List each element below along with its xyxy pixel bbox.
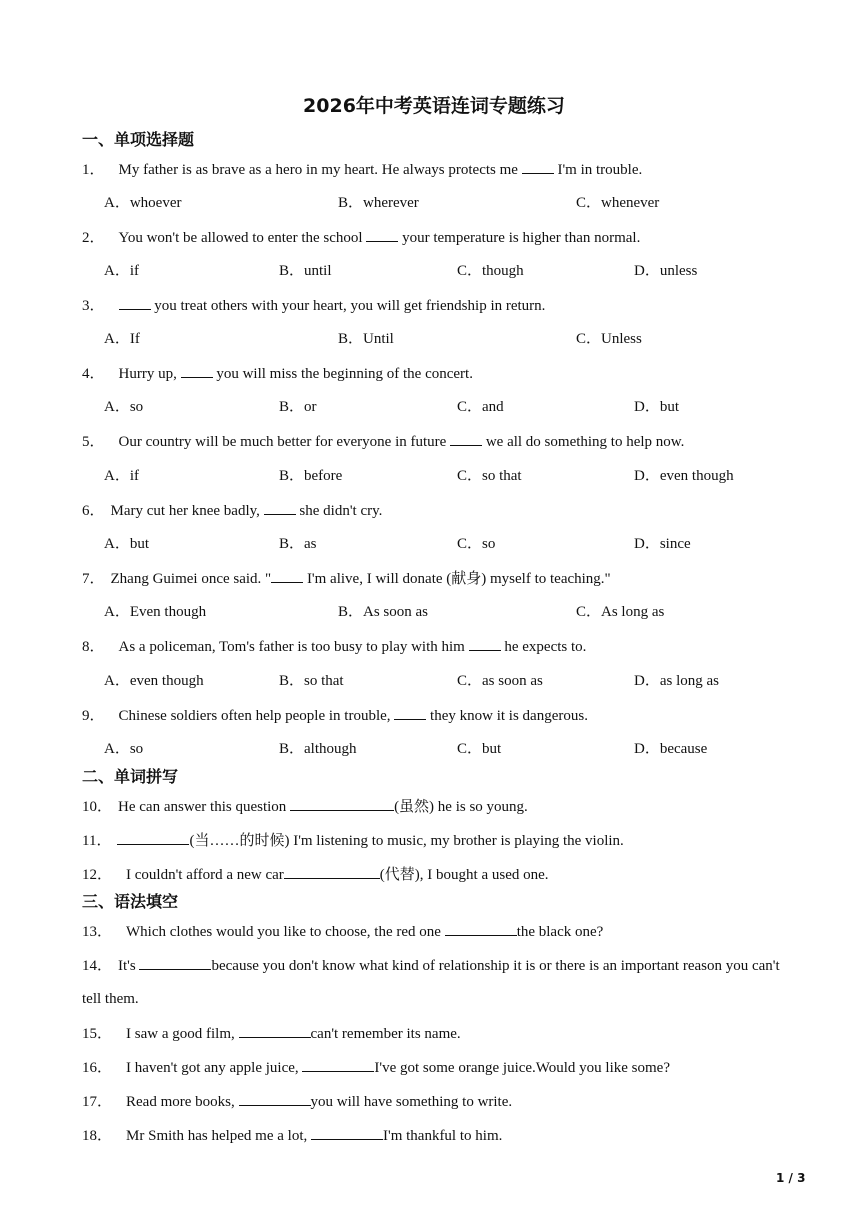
answer-blank <box>264 500 296 515</box>
answer-blank <box>522 159 554 174</box>
option-c[interactable]: C．Unless <box>576 331 642 347</box>
question-text-pre: Mr Smith has helped me a lot, <box>126 1128 311 1144</box>
question-16 <box>82 1057 822 1078</box>
question-text-post: you will have something to write. <box>310 1094 513 1110</box>
option-b[interactable]: B．until <box>279 263 332 279</box>
question-9 <box>82 705 822 726</box>
question-text-pre: My father is as brave as a hero in my heart. He always protects me <box>118 162 522 178</box>
question-number: 7． <box>82 571 105 587</box>
question-1 <box>82 159 822 180</box>
question-text-post: I'm thankful to him. <box>383 1128 503 1144</box>
option-b[interactable]: B．wherever <box>338 195 419 211</box>
answer-blank[interactable] <box>117 830 189 845</box>
answer-blank[interactable] <box>239 1091 311 1106</box>
page-number: 1 / 3 <box>776 1171 806 1185</box>
option-d[interactable]: D．as long as <box>634 673 719 689</box>
option-a[interactable]: A．whoever <box>104 195 182 211</box>
question-8 <box>82 636 822 657</box>
question-13 <box>82 921 822 942</box>
section-heading-multiple-choice: 一、单项选择题 <box>82 130 195 149</box>
question-number: 4． <box>82 366 105 382</box>
option-d[interactable]: D．unless <box>634 263 698 279</box>
question-text-post: she didn't cry. <box>295 503 383 519</box>
question-number: 16． <box>82 1060 113 1076</box>
question-6 <box>82 500 822 521</box>
question-7 <box>82 568 822 589</box>
answer-blank <box>366 227 398 242</box>
question-number: 6． <box>82 503 105 519</box>
question-text-pre: You won't be allowed to enter the school <box>118 230 367 246</box>
answer-blank[interactable] <box>290 796 394 811</box>
question-number: 14． <box>82 958 113 974</box>
answer-blank <box>469 636 501 651</box>
question-number: 3． <box>82 298 105 314</box>
question-14-continuation: tell them. <box>82 991 139 1007</box>
question-number: 11． <box>82 833 112 849</box>
question-text-post: (当……的时候) I'm listening to music, my brother is playing the violin. <box>189 833 624 849</box>
question-number: 12． <box>82 867 113 883</box>
question-text-post: they know it is dangerous. <box>426 708 588 724</box>
answer-blank <box>271 568 303 583</box>
question-text-pre: Chinese soldiers often help people in trouble, <box>118 708 395 724</box>
question-text-post: (虽然) he is so young. <box>394 799 528 815</box>
answer-blank[interactable] <box>139 955 211 970</box>
option-a[interactable]: A．if <box>104 468 139 484</box>
option-b[interactable]: B．as <box>279 536 317 552</box>
question-3 <box>82 295 822 316</box>
option-c[interactable]: C．but <box>457 741 502 757</box>
answer-blank <box>119 295 151 310</box>
question-text-post: your temperature is higher than normal. <box>398 230 641 246</box>
question-text-post: the black one? <box>516 924 604 940</box>
option-b[interactable]: B．before <box>279 468 343 484</box>
question-number: 15． <box>82 1026 113 1042</box>
question-number: 13． <box>82 924 113 940</box>
question-text-post: I've got some orange juice.Would you like some? <box>374 1060 670 1076</box>
question-number: 18． <box>82 1128 113 1144</box>
option-a[interactable]: A．Even though <box>104 604 207 620</box>
question-text-post: I'm alive, I will donate (献身) myself to teaching." <box>303 571 611 587</box>
question-17 <box>82 1091 822 1112</box>
question-15 <box>82 1023 822 1044</box>
option-d[interactable]: D．even though <box>634 468 734 484</box>
option-a[interactable]: A．so <box>104 741 144 757</box>
answer-blank[interactable] <box>284 864 380 879</box>
section-heading-spelling: 二、单词拼写 <box>82 767 179 786</box>
question-text-pre: Hurry up, <box>118 366 181 382</box>
option-d[interactable]: D．since <box>634 536 691 552</box>
question-10 <box>82 796 822 817</box>
page-title: 2026年中考英语连词专题练习 <box>303 95 565 117</box>
option-b[interactable]: B．or <box>279 399 317 415</box>
option-b[interactable]: B．Until <box>338 331 394 347</box>
question-text-pre: It's <box>118 958 140 974</box>
option-c[interactable]: C．as soon as <box>457 673 543 689</box>
option-b[interactable]: B．although <box>279 741 357 757</box>
option-c[interactable]: C．so that <box>457 468 522 484</box>
question-text-pre: He can answer this question <box>118 799 291 815</box>
option-b[interactable]: B．As soon as <box>338 604 429 620</box>
answer-blank <box>181 363 213 378</box>
question-text-post: you will miss the beginning of the concert. <box>212 366 473 382</box>
answer-blank[interactable] <box>239 1023 311 1038</box>
question-12 <box>82 864 822 885</box>
question-number: 10． <box>82 799 113 815</box>
question-text-pre: Zhang Guimei once said. " <box>110 571 272 587</box>
option-c[interactable]: C．whenever <box>576 195 660 211</box>
question-text-post: because you don't know what kind of relationship it is or there is an important reason you can't <box>211 958 780 974</box>
question-number: 9． <box>82 708 105 724</box>
question-5 <box>82 431 822 452</box>
answer-blank <box>450 431 482 446</box>
question-11 <box>82 830 822 851</box>
option-a[interactable]: A．if <box>104 263 139 279</box>
option-b[interactable]: B．so that <box>279 673 344 689</box>
question-text-pre: As a policeman, Tom's father is too busy to play with him <box>118 639 469 655</box>
option-a[interactable]: A．but <box>104 536 150 552</box>
option-c[interactable]: C．so <box>457 536 496 552</box>
question-number: 17． <box>82 1094 113 1110</box>
answer-blank <box>394 705 426 720</box>
option-c[interactable]: C．though <box>457 263 524 279</box>
question-text-post: you treat others with your heart, you will get friendship in return. <box>150 298 546 314</box>
option-c[interactable]: C．As long as <box>576 604 665 620</box>
answer-blank[interactable] <box>311 1125 383 1140</box>
question-text-post: we all do something to help now. <box>482 434 685 450</box>
question-text-post: I'm in trouble. <box>553 162 643 178</box>
question-18 <box>82 1125 822 1146</box>
question-number: 8． <box>82 639 105 655</box>
answer-blank[interactable] <box>302 1057 374 1072</box>
question-text-post: (代替), I bought a used one. <box>379 867 549 883</box>
option-a[interactable]: A．If <box>104 331 140 347</box>
question-text-post: can't remember its name. <box>310 1026 461 1042</box>
question-text-pre: I saw a good film, <box>126 1026 239 1042</box>
answer-blank[interactable] <box>445 921 517 936</box>
question-14 <box>82 955 822 976</box>
question-number: 2． <box>82 230 105 246</box>
question-text-pre: Which clothes would you like to choose, the red one <box>126 924 445 940</box>
option-a[interactable]: A．even though <box>104 673 204 689</box>
option-c[interactable]: C．and <box>457 399 504 415</box>
question-4 <box>82 363 822 384</box>
question-text-pre: Read more books, <box>126 1094 239 1110</box>
option-d[interactable]: D．but <box>634 399 680 415</box>
question-2 <box>82 227 822 248</box>
question-text-pre: Mary cut her knee badly, <box>110 503 264 519</box>
question-text-post: he expects to. <box>500 639 587 655</box>
question-number: 1． <box>82 162 105 178</box>
option-d[interactable]: D．because <box>634 741 708 757</box>
question-text-pre: I haven't got any apple juice, <box>126 1060 303 1076</box>
question-text-pre: Our country will be much better for everyone in future <box>118 434 451 450</box>
question-text-pre: I couldn't afford a new car <box>126 867 284 883</box>
question-number: 5． <box>82 434 105 450</box>
option-a[interactable]: A．so <box>104 399 144 415</box>
section-heading-grammar: 三、语法填空 <box>82 892 179 911</box>
